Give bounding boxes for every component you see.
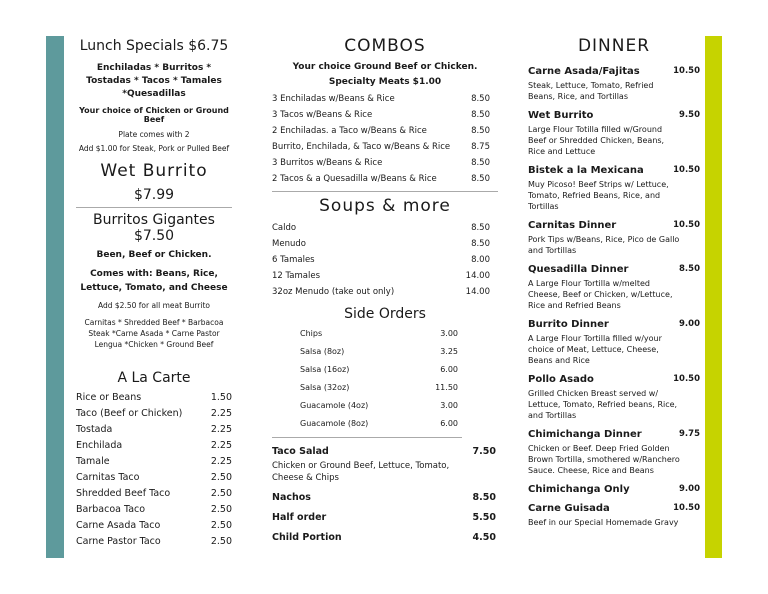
item-name: Tamale bbox=[76, 456, 110, 467]
a-la-carte-title: A La Carte bbox=[117, 370, 191, 386]
menu-item bbox=[272, 155, 490, 171]
combos-list bbox=[272, 91, 498, 187]
dinner-item-desc: Pork Tips w/Beans, Rice, Pico de Gallo and Tortillas bbox=[528, 235, 680, 255]
dinner-item-name: Chimichanga Dinner bbox=[528, 429, 642, 440]
menu-item bbox=[300, 325, 458, 343]
dinner-item-name: Bistek a la Mexicana bbox=[528, 165, 644, 176]
item-price: 8.50 bbox=[471, 126, 490, 136]
menu-item bbox=[76, 518, 232, 534]
taco-salad-name: Taco Salad bbox=[272, 446, 329, 457]
item-price: 14.00 bbox=[465, 271, 490, 281]
item-name: Salsa (16oz) bbox=[300, 365, 350, 374]
divider bbox=[272, 191, 498, 192]
item-name: Carne Pastor Taco bbox=[76, 536, 161, 547]
item-name: Salsa (8oz) bbox=[300, 347, 345, 356]
dinner-item-desc: Chicken or Beef. Deep Fried Golden Brown Tortilla, smothered w/Ranchero Sauce. Cheese, Rice and Beans bbox=[528, 444, 680, 475]
item-name: Rice or Beans bbox=[76, 392, 142, 403]
soups-list bbox=[272, 220, 498, 300]
extras-list bbox=[272, 488, 498, 548]
menu-item bbox=[272, 236, 490, 252]
side-orders-list bbox=[300, 325, 458, 433]
lunch-items: Enchiladas * Burritos * Tostadas * Tacos * Tamales *Quesadillas bbox=[86, 63, 222, 99]
dinner-item-price: 9.50 bbox=[679, 110, 700, 120]
item-price: 4.50 bbox=[472, 532, 496, 543]
item-name: Shredded Beef Taco bbox=[76, 488, 171, 499]
dinner-item-desc: Grilled Chicken Breast served w/ Lettuce, Tomato, Refried beans, Rice, and Tortillas bbox=[528, 389, 678, 420]
gigantes-title: Burritos Gigantes bbox=[93, 212, 215, 228]
dinner-item bbox=[528, 264, 700, 311]
dinner-item-name: Carnitas Dinner bbox=[528, 220, 617, 231]
dinner-item-name: Carne Asada/Fajitas bbox=[528, 66, 640, 77]
item-price: 11.50 bbox=[435, 383, 458, 392]
item-name: Barbacoa Taco bbox=[76, 504, 146, 515]
item-name: Caldo bbox=[272, 223, 297, 233]
dinner-item-price: 9.00 bbox=[679, 319, 700, 329]
dinner-item-price: 10.50 bbox=[673, 165, 700, 175]
menu-item bbox=[272, 508, 496, 528]
item-price: 8.00 bbox=[471, 255, 490, 265]
item-price: 2.50 bbox=[210, 520, 232, 531]
dinner-item-desc: A Large Flour Tortilla filled w/your choice of Meat, Lettuce, Cheese, Beans and Rice bbox=[528, 334, 662, 365]
menu-item bbox=[272, 171, 490, 187]
item-price: 2.50 bbox=[210, 488, 232, 499]
item-price: 2.25 bbox=[210, 456, 232, 467]
item-price: 2.25 bbox=[210, 440, 232, 451]
item-name: Carne Asada Taco bbox=[76, 520, 161, 531]
dinner-item-desc: A Large Flour Tortilla w/melted Cheese, Beef or Chicken, w/Lettuce, Rice and Refried Beans bbox=[528, 279, 673, 310]
combos-sub1: Your choice Ground Beef or Chicken. bbox=[292, 62, 478, 72]
gigantes-meats: Been, Beef or Chicken. bbox=[96, 250, 212, 260]
item-name: 12 Tamales bbox=[272, 271, 321, 281]
item-name: Guacamole (4oz) bbox=[300, 401, 369, 410]
menu-item bbox=[272, 107, 490, 123]
menu-item bbox=[272, 284, 490, 300]
dinner-list bbox=[528, 66, 700, 528]
menu-item bbox=[272, 91, 490, 107]
lunch-add: Add $1.00 for Steak, Pork or Pulled Beef bbox=[78, 144, 230, 153]
dinner-item bbox=[528, 484, 700, 495]
item-price: 3.00 bbox=[440, 329, 458, 338]
item-price: 2.50 bbox=[210, 472, 232, 483]
item-price: 3.00 bbox=[440, 401, 458, 410]
item-price: 2.25 bbox=[210, 408, 232, 419]
combos-sub2: Specialty Meats $1.00 bbox=[328, 77, 442, 87]
item-name: Guacamole (8oz) bbox=[300, 419, 369, 428]
dinner-item-name: Pollo Asado bbox=[528, 374, 594, 385]
dinner-item bbox=[528, 429, 700, 476]
side-orders-title: Side Orders bbox=[344, 306, 426, 322]
divider bbox=[272, 437, 462, 438]
item-name: Salsa (32oz) bbox=[300, 383, 350, 392]
dinner-item-name: Burrito Dinner bbox=[528, 319, 609, 330]
menu-item bbox=[76, 454, 232, 470]
menu-item bbox=[300, 397, 458, 415]
item-price: 3.25 bbox=[440, 347, 458, 356]
wet-burrito-title: Wet Burrito bbox=[100, 161, 208, 181]
dinner-item-price: 10.50 bbox=[673, 503, 700, 513]
lunch-choice: Your choice of Chicken or Ground Beef bbox=[79, 106, 229, 124]
item-price: 1.50 bbox=[210, 392, 232, 403]
gigantes-add: Add $2.50 for all meat Burrito bbox=[98, 301, 210, 310]
item-price: 8.50 bbox=[471, 110, 490, 120]
item-name: Chips bbox=[300, 329, 323, 338]
gigantes-price: $7.50 bbox=[133, 228, 175, 244]
item-name: 32oz Menudo (take out only) bbox=[272, 287, 395, 297]
item-price: 8.50 bbox=[471, 94, 490, 104]
left-decorative-stripe bbox=[46, 36, 64, 558]
dinner-item-price: 10.50 bbox=[673, 220, 700, 230]
menu-item bbox=[272, 528, 496, 548]
dinner-item bbox=[528, 66, 700, 102]
item-name: 3 Tacos w/Beans & Rice bbox=[272, 110, 373, 120]
menu-item bbox=[272, 220, 490, 236]
item-name: Child Portion bbox=[272, 532, 342, 543]
item-name: Enchilada bbox=[76, 440, 123, 451]
dinner-column bbox=[528, 36, 700, 536]
item-price: 8.50 bbox=[471, 174, 490, 184]
dinner-item bbox=[528, 110, 700, 157]
soups-title: Soups & more bbox=[319, 196, 451, 216]
gigantes-options: Carnitas * Shredded Beef * Barbacoa Steak *Carne Asada * Carne Pastor Lengua *Chicken * Ground Beef bbox=[84, 318, 224, 349]
menu-item bbox=[272, 488, 496, 508]
dinner-item-price: 10.50 bbox=[673, 66, 700, 76]
menu-item bbox=[76, 486, 232, 502]
dinner-item-price: 9.00 bbox=[679, 484, 700, 494]
gigantes-comes: Comes with: Beans, Rice, Lettuce, Tomato, and Cheese bbox=[80, 269, 228, 293]
item-price: 8.50 bbox=[471, 158, 490, 168]
item-name: Menudo bbox=[272, 239, 306, 249]
dinner-item-desc: Muy Picoso! Beef Strips w/ Lettuce, Tomato, Refried Beans, Rice, and Tortillas bbox=[528, 180, 669, 211]
dinner-item-price: 9.75 bbox=[679, 429, 700, 439]
item-price: 2.50 bbox=[210, 536, 232, 547]
item-name: 3 Burritos w/Beans & Rice bbox=[272, 158, 383, 168]
menu-item bbox=[76, 502, 232, 518]
item-price: 6.00 bbox=[440, 419, 458, 428]
dinner-item bbox=[528, 503, 700, 528]
item-price: 2.50 bbox=[210, 504, 232, 515]
menu-item bbox=[76, 534, 232, 550]
item-price: 5.50 bbox=[472, 512, 496, 523]
item-name: Tostada bbox=[76, 424, 113, 435]
item-name: Nachos bbox=[272, 492, 311, 503]
dinner-item-name: Wet Burrito bbox=[528, 110, 594, 121]
item-name: Carnitas Taco bbox=[76, 472, 140, 483]
menu-item bbox=[76, 406, 232, 422]
menu-item bbox=[76, 438, 232, 454]
menu-item bbox=[300, 379, 458, 397]
item-price: 8.50 bbox=[472, 492, 496, 503]
item-price: 8.50 bbox=[471, 239, 490, 249]
taco-salad-desc: Chicken or Ground Beef, Lettuce, Tomato, Cheese & Chips bbox=[272, 461, 450, 483]
taco-salad bbox=[272, 444, 498, 460]
a-la-carte-list bbox=[76, 390, 232, 550]
menu-item bbox=[76, 390, 232, 406]
dinner-item bbox=[528, 374, 700, 421]
menu-item bbox=[300, 343, 458, 361]
dinner-item-name: Carne Guisada bbox=[528, 503, 610, 514]
wet-burrito-price: $7.99 bbox=[133, 187, 175, 203]
item-name: Taco (Beef or Chicken) bbox=[76, 408, 183, 419]
lunch-title: Lunch Specials $6.75 bbox=[79, 38, 229, 54]
left-column bbox=[76, 36, 232, 550]
dinner-item-price: 10.50 bbox=[673, 374, 700, 384]
item-name: 3 Enchiladas w/Beans & Rice bbox=[272, 94, 395, 104]
dinner-item-name: Chimichanga Only bbox=[528, 484, 630, 495]
item-name: 2 Enchiladas. a Taco w/Beans & Rice bbox=[272, 126, 427, 136]
lunch-plate: Plate comes with 2 bbox=[118, 130, 190, 139]
dinner-item-name: Quesadilla Dinner bbox=[528, 264, 629, 275]
item-name: 2 Tacos & a Quesadilla w/Beans & Rice bbox=[272, 174, 437, 184]
item-price: 8.50 bbox=[471, 223, 490, 233]
item-price: 14.00 bbox=[465, 287, 490, 297]
item-name: Burrito, Enchilada, & Taco w/Beans & Rice bbox=[272, 142, 451, 152]
item-name: Half order bbox=[272, 512, 327, 523]
divider bbox=[76, 207, 232, 208]
menu-item bbox=[272, 139, 490, 155]
menu-item bbox=[76, 470, 232, 486]
taco-salad-price: 7.50 bbox=[472, 446, 496, 457]
dinner-item-desc: Beef in our Special Homemade Gravy bbox=[528, 518, 679, 527]
menu-item bbox=[76, 422, 232, 438]
item-price: 8.75 bbox=[471, 142, 490, 152]
dinner-title: DINNER bbox=[577, 36, 651, 56]
item-name: 6 Tamales bbox=[272, 255, 315, 265]
menu-item bbox=[300, 361, 458, 379]
combos-title: COMBOS bbox=[344, 36, 426, 56]
dinner-item bbox=[528, 319, 700, 366]
dinner-item-desc: Large Flour Totilla filled w/Ground Beef or Shredded Chicken, Beans, Rice and Lettuce bbox=[528, 125, 665, 156]
dinner-item-price: 8.50 bbox=[679, 264, 700, 274]
menu-item bbox=[300, 415, 458, 433]
item-price: 6.00 bbox=[440, 365, 458, 374]
menu-item bbox=[272, 123, 490, 139]
dinner-item bbox=[528, 165, 700, 212]
menu-item bbox=[272, 252, 490, 268]
dinner-item-desc: Steak, Lettuce, Tomato, Refried Beans, Rice, and Tortillas bbox=[528, 81, 654, 101]
item-price: 2.25 bbox=[210, 424, 232, 435]
menu-item bbox=[272, 268, 490, 284]
right-decorative-stripe bbox=[705, 36, 722, 558]
dinner-item bbox=[528, 220, 700, 256]
center-column bbox=[272, 36, 498, 548]
